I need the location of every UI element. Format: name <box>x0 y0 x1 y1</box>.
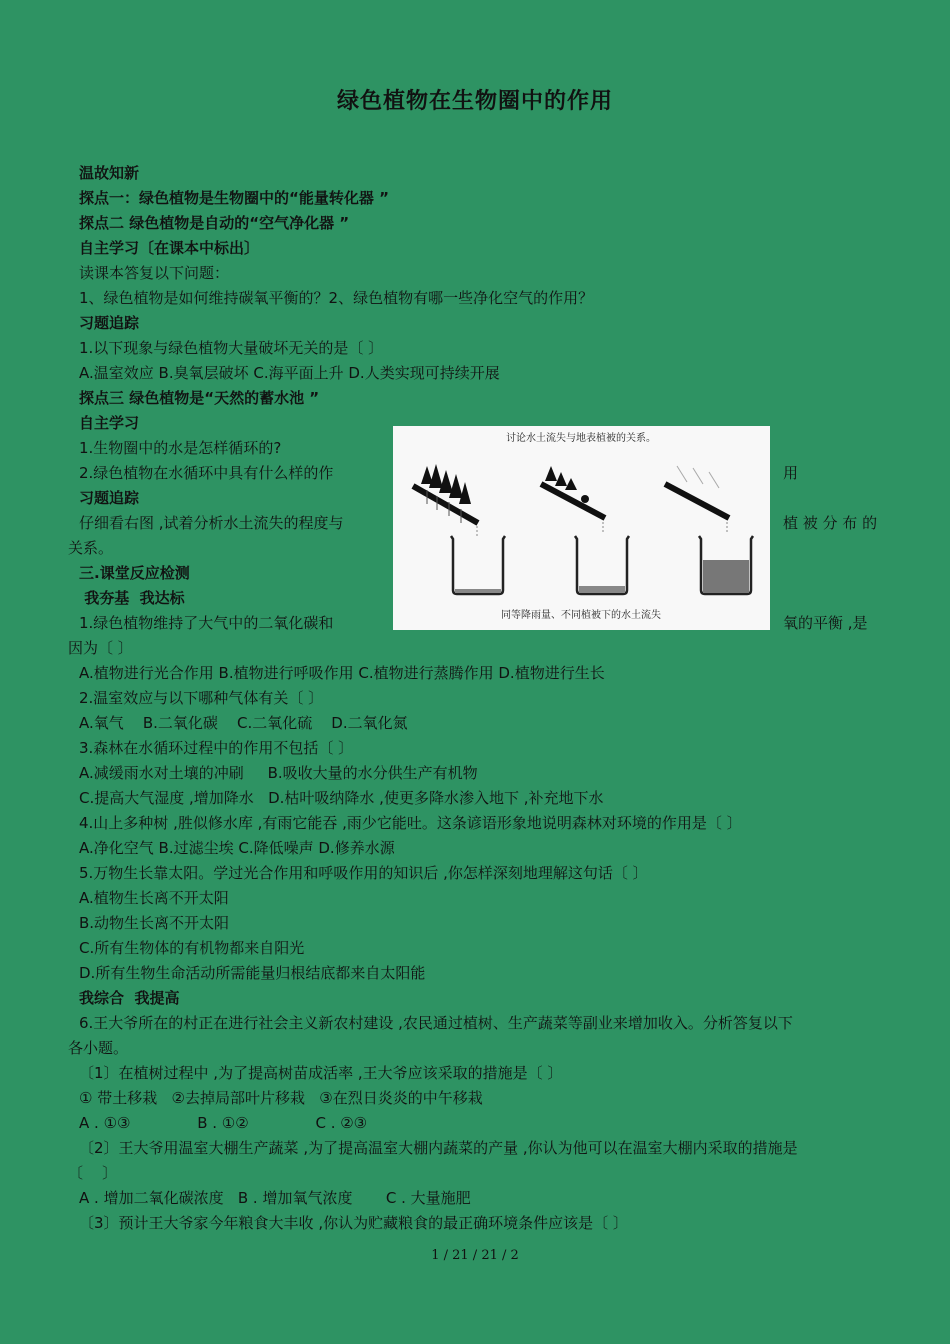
question-line: 3.森林在水循环过程中的作用不包括〔 〕 <box>79 739 354 757</box>
section-heading: 我综合 我提高 <box>79 989 180 1007</box>
options-line: B.动物生长离不开太阳 <box>79 914 230 932</box>
options-line: A.植物生长离不开太阳 <box>79 889 229 907</box>
wrapped-text: 用 <box>783 464 799 482</box>
section-heading: 探点二 绿色植物是自动的“空气净化器 ” <box>79 214 350 232</box>
options-line: A.温室效应 B.臭氧层破坏 C.海平面上升 D.人类实现可持续开展 <box>79 364 500 382</box>
options-line: A.植物进行光合作用 B.植物进行呼吸作用 C.植物进行蒸腾作用 D.植物进行生长 <box>79 664 605 682</box>
question-line: 〔1〕在植树过程中 ,为了提高树苗成活率 ,王大爷应该采取的措施是〔 〕 <box>79 1064 563 1082</box>
beaker-3 <box>699 536 753 594</box>
options-line: C.所有生物体的有机物都来自阳光 <box>79 939 305 957</box>
section-heading: 我夯基 我达标 <box>79 589 185 607</box>
options-line: A.氧气 B.二氧化碳 C.二氧化硫 D.二氧化氮 <box>79 714 408 732</box>
section-heading: 探点一：绿色植物是生物圈中的“能量转化器 ” <box>79 189 389 207</box>
question-line: 2.绿色植物在水循环中具有什么样的作 <box>79 464 334 482</box>
question-line: 5.万物生长靠太阳。学过光合作用和呼吸作用的知识后 ,你怎样深刻地理解这句话〔 〕 <box>79 864 648 882</box>
soil-erosion-figure <box>393 426 770 630</box>
text-line: 读课本答复以下问题： <box>79 264 230 282</box>
beaker-1 <box>451 536 505 594</box>
section-heading: 探点三 绿色植物是“天然的蓄水池 ” <box>79 389 320 407</box>
question-line: 6.王大爷所在的村正在进行社会主义新农村建设 ,农民通过植树、生产蔬菜等副业来增加收入。分析答复以下 <box>79 1014 793 1032</box>
text-line: 1、绿色植物是如何维持碳氧平衡的？2、绿色植物有哪一些净化空气的作用？ <box>79 289 594 307</box>
text-line: 因为〔 〕 <box>68 639 133 657</box>
dense-vegetation-slope <box>413 464 478 538</box>
text-line: 仔细看右图 ,试着分析水土流失的程度与 <box>79 514 344 532</box>
text-line: 关系。 <box>68 539 114 557</box>
page-number: 1 / 21 / 21 / 2 <box>431 1248 519 1263</box>
options-line: D.所有生物生命活动所需能量归根结底都来自太阳能 <box>79 964 426 982</box>
wrapped-text: 氧的平衡 ,是 <box>783 614 868 632</box>
question-line: 1.以下现象与绿色植物大量破坏无关的是〔 〕 <box>79 339 384 357</box>
text-line: 〔 〕 <box>68 1164 118 1182</box>
question-line: 1.生物圈中的水是怎样循环的? <box>79 439 282 457</box>
options-line: A.减缓雨水对土壤的冲刷 B.吸收大量的水分供生产有机物 <box>79 764 478 782</box>
wrapped-text: 植 被 分 布 的 <box>783 514 878 532</box>
options-line: A . 增加二氧化碳浓度 B . 增加氧气浓度 C . 大量施肥 <box>79 1189 471 1207</box>
question-line: 1.绿色植物维持了大气中的二氧化碳和 <box>79 614 334 632</box>
section-heading: 自主学习 <box>79 414 140 432</box>
bare-slope <box>665 466 729 534</box>
section-heading: 自主学习〔在课本中标出〕 <box>79 239 260 257</box>
section-heading: 习题追踪 <box>79 489 140 507</box>
section-heading: 三.课堂反应检测 <box>79 564 190 582</box>
question-line: 〔3〕预计王大爷家今年粮食大丰收 ,你认为贮藏粮食的最正确环境条件应该是〔 〕 <box>79 1214 628 1232</box>
page-title: 绿色植物在生物圈中的作用 <box>336 89 613 114</box>
figure-caption-top: 讨论水土流失与地表植被的关系。 <box>506 433 656 444</box>
options-line: A.净化空气 B.过滤尘埃 C.降低噪声 D.修养水源 <box>79 839 395 857</box>
options-line: ① 带土移栽 ②去掉局部叶片移栽 ③在烈日炎炎的中午移栽 <box>79 1089 483 1107</box>
question-line: 〔2〕王大爷用温室大棚生产蔬菜 ,为了提高温室大棚内蔬菜的产量 ,你认为他可以在温室大棚内采取的措施是 <box>79 1139 798 1157</box>
section-heading: 温故知新 <box>79 164 140 182</box>
figure-caption-bottom: 同等降雨量、不同植被下的水土流失 <box>501 610 661 621</box>
text-line: 各小题。 <box>68 1039 129 1057</box>
sparse-vegetation-slope <box>541 466 605 534</box>
options-line: C.提高大气湿度 ,增加降水 D.枯叶吸纳降水 ,使更多降水渗入地下 ,补充地下水 <box>79 789 604 807</box>
question-line: 2.温室效应与以下哪种气体有关〔 〕 <box>79 689 324 707</box>
section-heading: 习题追踪 <box>79 314 140 332</box>
question-line: 4.山上多种树 ,胜似修水库 ,有雨它能吞 ,雨少它能吐。这条谚语形象地说明森林对环境的作用是〔 〕 <box>79 814 742 832</box>
figure-illustration <box>393 426 770 630</box>
options-line: A . ①③ B . ①② C . ②③ <box>79 1114 368 1132</box>
beaker-2 <box>575 536 629 594</box>
